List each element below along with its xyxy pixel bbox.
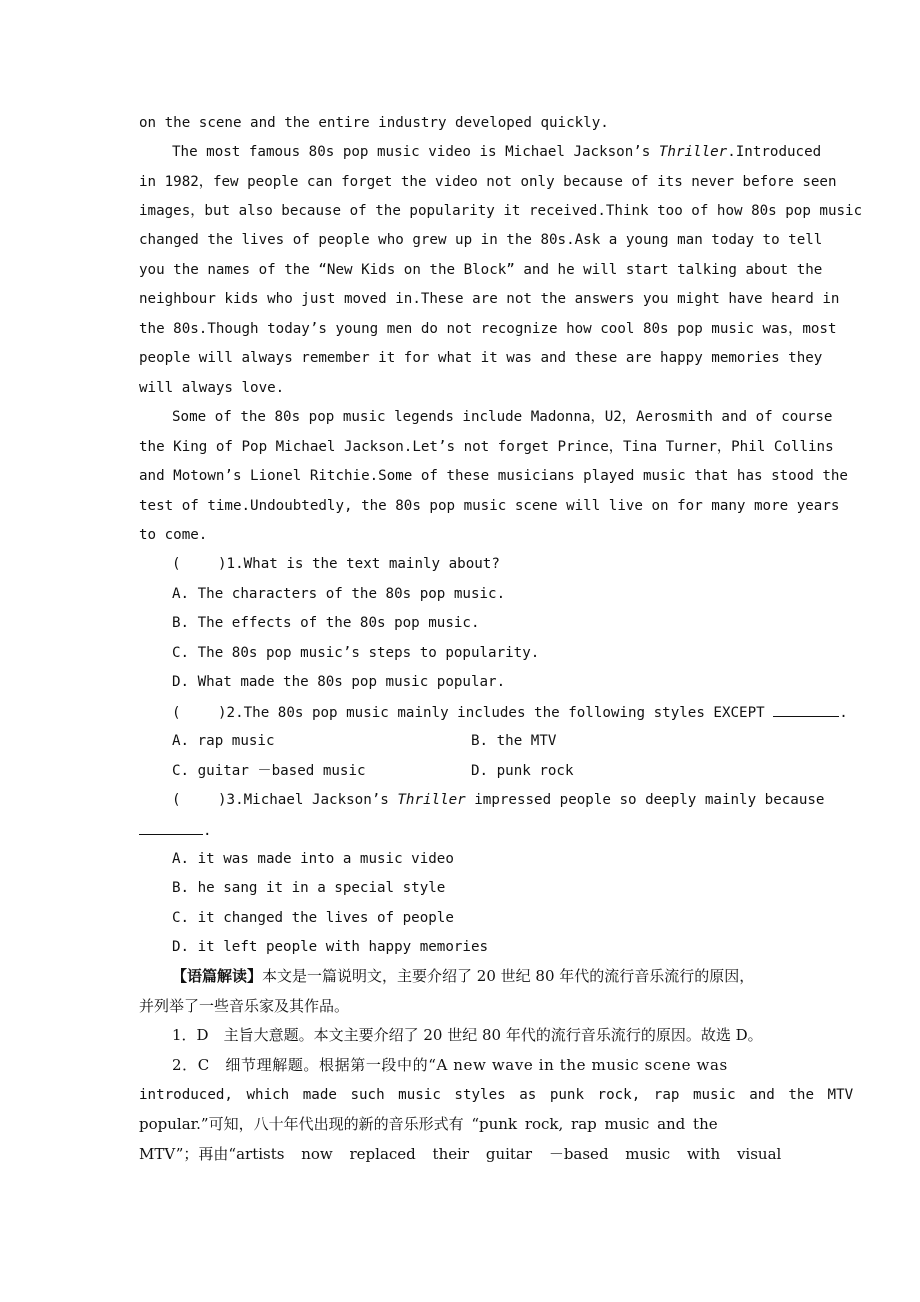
passage-line: in 1982，few people can forget the video not only because of its never before seen	[139, 174, 837, 190]
passage-line: images，but also because of the popularity it received.Think too of how 80s pop music	[139, 203, 863, 219]
analysis-text: 本文是一篇说明文，主要介绍了 20 世纪 80 年代的流行音乐流行的原因，	[262, 967, 755, 985]
answer-paren[interactable]: (	[172, 556, 181, 572]
answer-1-explanation: 1．D 主旨大意题。本文主要介绍了 20 世纪 80 年代的流行音乐流行的原因。故选 D。	[172, 1026, 763, 1044]
question-end: .	[839, 705, 848, 721]
passage-line: will always love.	[139, 380, 285, 396]
option-d: D. it left people with happy memories	[172, 939, 489, 955]
analysis-title: 【语篇解读】	[172, 967, 263, 985]
option-c: C. guitar －based music	[172, 763, 366, 779]
answer-paren[interactable]: (	[172, 792, 181, 808]
passage-line: on the scene and the entire industry developed quickly.	[139, 115, 609, 131]
passage-line	[172, 142, 821, 162]
passage-line: people will always remember it for what it was and these are happy memories they	[139, 350, 823, 366]
answer-paren[interactable]: (	[172, 705, 181, 721]
song-title: Thriller	[397, 792, 466, 808]
answer-2-explanation: MTV”；再由“artists now replaced their guitar －based music with visual	[139, 1145, 782, 1163]
option-a: A. The characters of the 80s pop music.	[172, 586, 506, 602]
passage-line: to come.	[139, 527, 208, 543]
passage-text: .Introduced	[727, 144, 822, 160]
option-c: C. it changed the lives of people	[172, 910, 454, 926]
option-d: D. What made the 80s pop music popular.	[172, 674, 506, 690]
passage-text: The most famous 80s pop music video is Michael Jackson’s	[172, 144, 659, 160]
analysis-text: 并列举了一些音乐家及其作品。	[139, 997, 350, 1015]
answer-2-explanation: introduced, which made such music styles as punk rock, rap music and the MTV	[139, 1087, 854, 1103]
option-a: A. rap music	[172, 733, 275, 749]
question-3-stem	[172, 790, 824, 810]
question-text: )1.What is the text mainly about?	[218, 556, 500, 572]
option-b: B. the MTV	[471, 733, 557, 749]
song-title: Thriller	[658, 144, 728, 160]
answer-blank[interactable]	[139, 820, 203, 835]
passage-line: the 80s.Though today’s young men do not recognize how cool 80s pop music was，most	[139, 321, 837, 337]
question-text: impressed people so deeply mainly because	[465, 792, 825, 808]
analysis-intro	[172, 966, 754, 986]
answer-2-explanation: 2．C 细节理解题。根据第一段中的“A new wave in the music scene was	[172, 1056, 728, 1074]
option-a: A. it was made into a music video	[172, 851, 454, 867]
question-text: )3.Michael Jackson’s	[218, 792, 398, 808]
option-b: B. The effects of the 80s pop music.	[172, 615, 480, 631]
passage-line: you the names of the “New Kids on the Block” and he will start talking about the	[139, 262, 823, 278]
passage-line: the King of Pop Michael Jackson.Let’s not forget Prince，Tina Turner，Phil Collins	[139, 439, 834, 455]
passage-line: neighbour kids who just moved in.These are not the answers you might have heard in	[139, 291, 840, 307]
question-1-stem	[172, 554, 500, 574]
passage-line: Some of the 80s pop music legends include Madonna，U2，Aerosmith and of course	[172, 409, 833, 425]
passage-line: and Motown’s Lionel Ritchie.Some of these musicians played music that has stood the	[139, 468, 848, 484]
question-2-stem	[172, 702, 848, 723]
option-b: B. he sang it in a special style	[172, 880, 446, 896]
option-d: D. punk rock	[471, 763, 574, 779]
option-c: C. The 80s pop music’s steps to popularity.	[172, 645, 540, 661]
answer-blank[interactable]	[773, 702, 839, 717]
answer-2-explanation: popular.”可知，八十年代出现的新的音乐形式有 “punk rock, rap music and the	[139, 1115, 718, 1133]
question-end: .	[203, 823, 212, 839]
passage-line: changed the lives of people who grew up in the 80s.Ask a young man today to tell	[139, 232, 823, 248]
passage-line: test of time.Undoubtedly, the 80s pop music scene will live on for many more years	[139, 498, 840, 514]
question-text: )2.The 80s pop music mainly includes the following styles EXCEPT	[218, 705, 765, 721]
question-3-blank-line	[139, 820, 212, 841]
